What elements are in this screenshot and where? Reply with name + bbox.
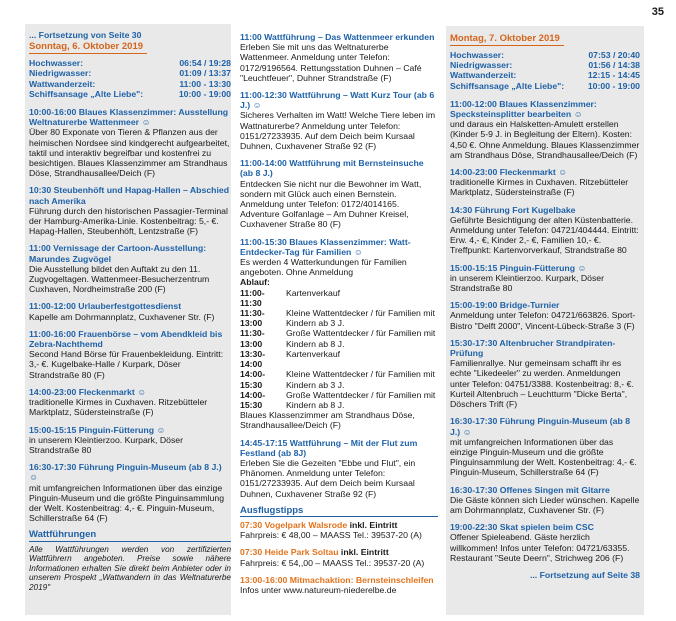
continued-on-note: ... Fortsetzung auf Seite 38	[529, 569, 640, 580]
event-entry: 14:00-23:00 Fleckenmarkt ☺ traditionelle Kirmes in Cuxhaven. Ritzebütteler Marktplatz, Südersteinstraße (F)	[29, 386, 208, 418]
event-entry: 15:30-17:30 Altenbrucher Strandpiraten-Prüfung Familienrallye. Nur gemeinsam schafft ihr es echte "Likedeeler" zu werden. Anmeldungen unter Telefon: 04751/3388. Kostenbeitrag: 8,- €. Kurteil Altenbruch – Leuchtturm "Dicke Berta", Döschers Trift (F)	[450, 337, 634, 410]
section-heading-wattfuehrungen: Wattführungen	[29, 530, 231, 541]
event-entry: 15:00-15:15 Pinguin-Fütterung ☺ in unserem Kleintierzoo. Kurpark, Döser Strandstraße 80	[450, 262, 605, 294]
continued-from-note: ... Fortsetzung von Seite 30	[29, 30, 142, 40]
monday-date-heading: Montag, 7. Oktober 2019	[450, 32, 564, 46]
tide-row: Wattwanderzeit: 11:00 - 13:30	[29, 78, 231, 89]
event-entry: 16:30-17:30 Offenes Singen mit Gitarre Die Gäste können sich Lieder wünschen. Kapelle am Dohrmannplatz, Cuxhavener Str. (F)	[450, 484, 640, 515]
event-entry: 14:45-17:15 Wattführung – Mit der Flut zum Festland (ab 8J) Erleben Sie die Gezeiten "Ebbe und Flut", ein Phänomen. Anmeldung unter Telefon: 0151/27233935. Auf dem Deich beim Kursaal Duhnen, Cuxhavener Straße 92 (F)	[240, 437, 418, 499]
event-entry: 15:00-15:15 Pinguin-Fütterung ☺ in unserem Kleintierzoo. Kurpark, Döser Strandstraße 80	[29, 424, 184, 455]
tip-entry: 07:30 Vogelpark Walsrode inkl. Eintritt Fahrpreis: € 48,00 – MAASS Tel.: 39537-20 (A)	[240, 519, 422, 541]
event-entry: 11:00 Vernissage der Cartoon-Ausstellung: Marundes Zugvögel Die Ausstellung bildet den Auftakt zu den 11. Zugvogeltagen. Wattenmeer-Besucherzentrum Cuxhaven, Nordheimstraße 200 (F)	[29, 243, 210, 295]
sunday-tides	[29, 58, 231, 99]
event-entry: 11:00-15:30 Blaues Klassenzimmer: Watt-Entdecker-Tag für Familien ☺ Es werden 4 Watterkundungen für Familien angeboten. Ohne Anmeldung Ablauf: 11:00-11:30 Kartenverkauf 11:30-13:00 Kleine Wattentdecker / für Familien mit Kindern ab 3 J. 11:30-13:00 Große Wattentdecker / für Familien mit Kindern ab 8 J. 13:30-14:00 Kartenverkauf 14:00-15:30 Kleine Wattentdecker / für Familien mit Kindern ab 3 J. 14:00-15:30 Große Wattentdecker / für Familien mit Kindern ab 8 J. Blaues Klassenzimmer am Strandhaus Döse, Strandhausallee/Deich (F)	[240, 237, 438, 431]
event-entry: 10:00-16:00 Blaues Klassenzimmer: Ausstellung Weltnaturerbe Wattenmeer ☺ Über 80 Exponate von Tieren & Pflanzen aus der heimischen Nordsee sind kindgerecht aufgearbeitet, taktil und interaktiv begreifbar und kostenfrei zu besichtigen. Blaues Klassenzimmer am Strandhaus Döse, Strandhausallee/Deich (F)	[29, 107, 230, 179]
tide-row: Hochwasser: 06:54 / 19:28	[29, 58, 231, 69]
tide-row: Schiffsansage „Alte Liebe": 10:00 - 19:00	[450, 80, 640, 91]
wattfuehrungen-note: Alle Wattführungen werden von zertifizierten Wattführern angeboten. Preise sowie nähere Informationen erhalten Sie direkt beim Anbieter oder in unserem Prospekt „Wattwandern in das Weltnaturerbe 2019"	[29, 544, 231, 592]
column-middle	[240, 32, 438, 602]
tip-entry: 07:30 Heide Park Soltau inkl. Eintritt Fahrpreis: € 54,,00 – MAASS Tel.: 39537-20 (A)	[240, 547, 425, 568]
section-heading-ausflugstipps: Ausflugstipps	[240, 506, 438, 517]
event-entry: 14:00-23:00 Fleckenmarkt ☺ traditionelle Kirmes in Cuxhaven. Ritzebütteler Marktplatz, Südersteinstraße (F)	[450, 167, 629, 198]
event-entry: 11:00-16:00 Frauenbörse – vom Abendkleid bis Zebra-Nachthemd Second Hand Börse für Frauenbekleidung. Eintritt: 3,- €. Kugelbake-Halle / Kurpark, Döser Strandstraße 80 (F)	[29, 328, 224, 380]
event-entry: 11:00-12:00 Blaues Klassenzimmer: Specksteinsplitter bearbeiten ☺ und daraus ein Halsketten-Amulett erstellen (Kinder 5-9 J. in Begleitung der Eltern). Kosten: 4,50 €. Ohne Anmeldung. Blaues Klassenzimmer am Strandhaus Döse, Strandhausallee/Deich (F)	[450, 98, 640, 160]
ablauf-schedule: 11:00-11:30 Kartenverkauf 11:30-13:00 Kleine Wattentdecker / für Familien mit Kindern ab 3 J. 11:30-13:00 Große Wattentdecker / für Familien mit Kindern ab 8 J. 13:30-14:00 Kartenverkauf 14:00-15:30 Kleine Wattentdecker / für Familien mit Kindern ab 3 J. 14:00-15:30 Große Wattentdecker / für Familien mit Kindern ab 8 J.	[240, 287, 436, 410]
tide-row: Niedrigwasser: 01:56 / 14:38	[450, 60, 640, 71]
event-entry: 16:30-17:30 Führung Pinguin-Museum (ab 8 J.) ☺ mit umfangreichen Informationen über das einzige Pinguin-Museum und die größte Pinguinsammlung der Welt. Kostenbeitrag: 4,- €. Pinguin-Museum, Schillerstraße 64 (F)	[450, 416, 637, 478]
event-entry: 10:30 Steubenhöft und Hapag-Hallen – Abschied nach Amerika Führung durch den historischen Passagier-Terminal der Hamburg-Amerika-Linie. Kostenbeitrag: 5,- €. Hapag-Hallen, Steubenhöft, Lentzstraße (F)	[29, 185, 230, 237]
tide-row: Schiffsansage „Alte Liebe": 10:00 - 19:00	[29, 88, 231, 99]
event-entry: 11:00-12:30 Wattführung – Watt Kurz Tour (ab 6 J.) ☺ Sicheres Verhalten im Watt! Welche Tiere leben im Wattnaturerbe? Anmeldung unter Telefon: 0151/27233935. Auf dem Deich beim Kursaal Duhnen, Cuxhavener Straße 92 (F)	[240, 90, 436, 152]
event-entry: 16:30-17:30 Führung Pinguin-Museum (ab 8 J.) ☺ mit umfangreichen Informationen über das einzige Pinguin-Museum und die größte Pinguinsammlung der Welt. Kostenbeitrag: 4,- €. Pinguin-Museum, Schillerstraße 64 (F)	[29, 462, 225, 524]
tide-row: Wattwanderzeit: 12:15 - 14:45	[450, 70, 640, 81]
column-monday	[446, 26, 644, 615]
page-number: 35	[651, 6, 664, 18]
event-entry: 15:00-19:00 Bridge-Turnier Anmeldung unter Telefon: 04721/663826. Sport-Bistro "Delft 2000", Vincent-Lübeck-Straße 3 (F)	[450, 300, 636, 331]
ablauf-label: Ablauf:	[240, 277, 270, 288]
sunday-date-heading: Sonntag, 6. Oktober 2019	[29, 40, 147, 54]
monday-tides	[450, 50, 640, 91]
event-entry: 11:00-14:00 Wattführung mit Bernsteinsuche (ab 8 J.) Entdecken Sie nicht nur die Bewohner im Watt, sondern mit Glück auch einen Bernstein. Anmeldung unter Telefon: 0172/4014165. Adventure Golfanlage – Am Duhner Kreisel, Cuxhavener Straße 80 (F)	[240, 158, 424, 230]
event-entry: 11:00-12:00 Urlauberfestgottesdienst Kapelle am Dohrmannplatz, Cuxhavener Str. (F)	[29, 301, 215, 322]
column-sunday	[25, 24, 231, 615]
tip-entry: 13:00-16:00 Mitmachaktion: Bernsteinschleifen Infos unter www.natureum-niederelbe.de	[240, 574, 434, 595]
event-entry: 14:30 Führung Fort Kugelbake Geführte Besichtigung der alten Küstenbatterie. Anmeldung unter Telefon: 04721/404444. Eintritt: Erw. 4,- €, Kinder 2,- €, Familien 10,- €. Treffpunkt: Kartenvorverkauf, Strandstraße 80	[450, 204, 639, 256]
event-entry: 11:00 Wattführung – Das Wattenmeer erkunden Erleben Sie mit uns das Weltnaturerbe Wattenmeer. Anmeldung unter Telefon: 0172/9196564. Rettungsstation Duhnen – Café "Leuchtfeuer", Duhner Strandstraße (F)	[240, 32, 435, 83]
tide-row: Hochwasser: 07:53 / 20:40	[450, 50, 640, 60]
tide-row: Niedrigwasser: 01:09 / 13:37	[29, 68, 231, 79]
event-entry: 19:00-22:30 Skat spielen beim CSC Offener Spieleabend. Gäste herzlich willkommen! Infos unter Telefon: 04721/63355. Restaurant "Seute Deern", Strichweg 206 (F)	[450, 522, 630, 563]
